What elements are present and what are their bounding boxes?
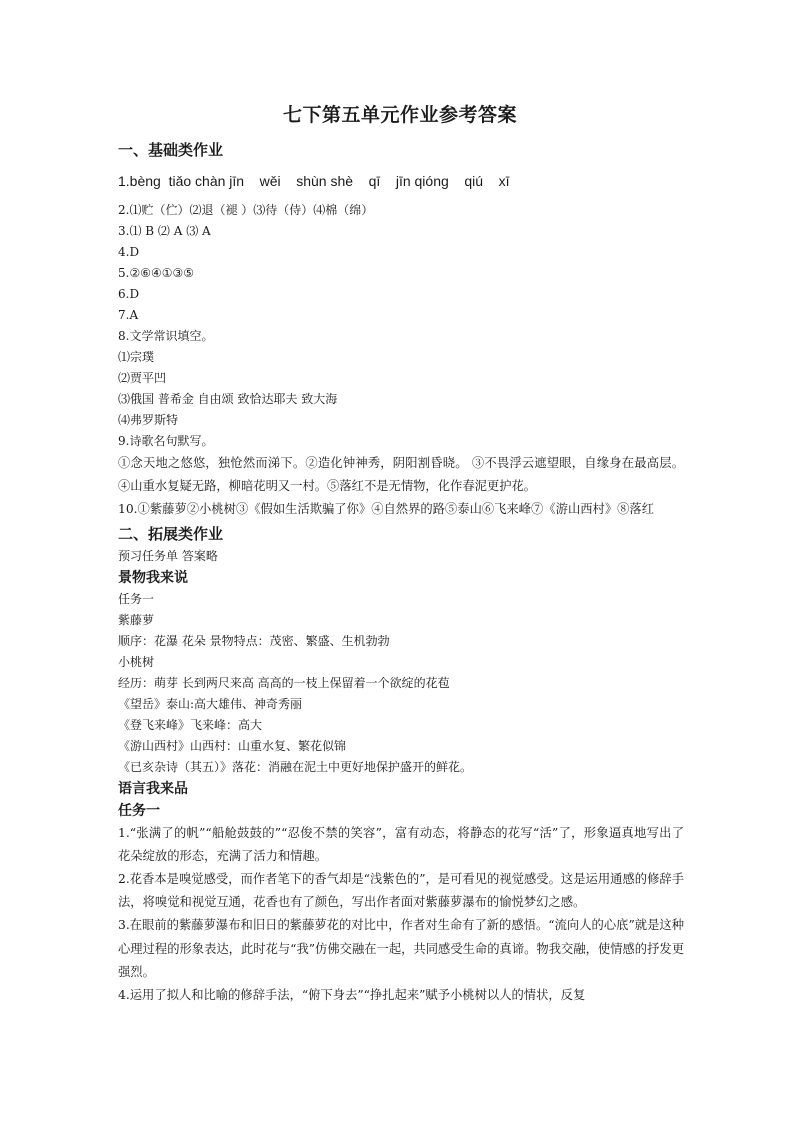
language-answer-paragraph: 3.在眼前的紫藤萝瀑布和旧日的紫藤萝花的对比中，作者对生命有了新的感悟。“流向人的心底”就是这种心理过程的形象表达，此时花与“我”仿佛交融在一起，共同感受生命的真谛。物我交融，使情感的抒发更强烈。 [118, 918, 684, 979]
answer-line: 6.D [118, 287, 140, 301]
language-answer-paragraph: 2.花香本是嗅觉感受，而作者笔下的香气却是“浅紫色的”，是可看见的视觉感受。这是运用通感的修辞手法，将嗅觉和视觉互通，花香也有了颜色，写出作者面对紫藤萝瀑布的愉悦梦幻之感。 [118, 872, 684, 910]
scenery-line: 任务一 [118, 591, 155, 606]
page-title: 七下第五单元作业参考答案 [282, 104, 517, 126]
language-answer-paragraph: 4.运用了拟人和比喻的修辞手法，“俯下身去”“挣扎起来”赋予小桃树以人的情状，反复 [118, 988, 586, 1003]
answer-line: ⑷弗罗斯特 [118, 413, 179, 427]
basic-answers-list [118, 200, 684, 522]
preview-task-line: 预习任务单 答案略 [118, 548, 218, 563]
section-heading-extended: 二、拓展类作业 [118, 524, 224, 543]
language-answers-list [118, 822, 684, 1008]
answer-line: ⑵贾平凹 [118, 371, 167, 385]
scenery-line: 《已亥杂诗（其五）》落花：消融在泥土中更好地保护盛开的鲜花。 [118, 759, 473, 774]
answer-line: 2.⑴贮（伫）⑵退（褪 ）⑶待（侍）⑷棉（绵） [118, 203, 374, 217]
scenery-line: 《望岳》泰山:高大雄伟、神奇秀丽 [118, 696, 303, 711]
answer-line: 7.A [118, 308, 139, 322]
scenery-answers-list [118, 589, 684, 778]
answer-line: 8.文学常识填空。 [118, 329, 214, 343]
scenery-line: 小桃树 [118, 654, 155, 669]
scenery-line: 经历：萌芽 长到两尺来高 高高的一枝上保留着一个欲绽的花苞 [118, 675, 450, 690]
poem-recitation-answers: ①念天地之悠悠，独怆然而涕下。②造化钟神秀，阴阳割昏晓。 ③不畏浮云遮望眼，自缘身在最高层。④山重水复疑无路，柳暗花明又一村。⑤落红不是无情物，化作春泥更护花。 [118, 456, 684, 494]
answer-line: 5.②⑥④①③⑤ [118, 266, 194, 280]
scenery-line: 《登飞来峰》飞来峰：高大 [118, 717, 263, 732]
answer-line: 4.D [118, 245, 140, 259]
answer-line: 9.诗歌名句默写。 [118, 434, 214, 448]
scenery-line: 顺序：花瀑 花朵 景物特点：茂密、繁盛、生机勃勃 [118, 633, 390, 648]
answer-line: ⑴宗璞 [118, 350, 155, 364]
language-answer-paragraph: 1.“张满了的帆”“船舱鼓鼓的”“忍俊不禁的笑容”，富有动态，将静态的花写“活”了，形象逼真地写出了花朵绽放的形态，充满了活力和情趣。 [118, 825, 684, 863]
answer-line: 3.⑴ B ⑵ A ⑶ A [118, 224, 211, 238]
q10-answers: 10.①紫藤萝②小桃树③《假如生活欺骗了你》④自然界的路⑤泰山⑥飞来峰⑦《游山西村》⑧落红 [118, 502, 655, 517]
subheading-language: 语言我来品 [118, 780, 188, 797]
scenery-line: 《游山西村》山西村：山重水复、繁花似锦 [118, 738, 347, 753]
section-heading-basic: 一、基础类作业 [118, 141, 224, 159]
document-body [118, 138, 684, 1007]
answer-line: ⑶俄国 普希金 自由颂 致恰达耶夫 致大海 [118, 392, 338, 406]
language-task-label: 任务一 [118, 802, 160, 819]
subheading-scenery: 景物我来说 [118, 569, 188, 586]
q1-pinyin-answers: 1.bèng tiǎo chàn jīn wěi shùn shè qī jīn qióng qiú xī [118, 173, 510, 189]
scenery-line: 紫藤萝 [118, 612, 155, 627]
